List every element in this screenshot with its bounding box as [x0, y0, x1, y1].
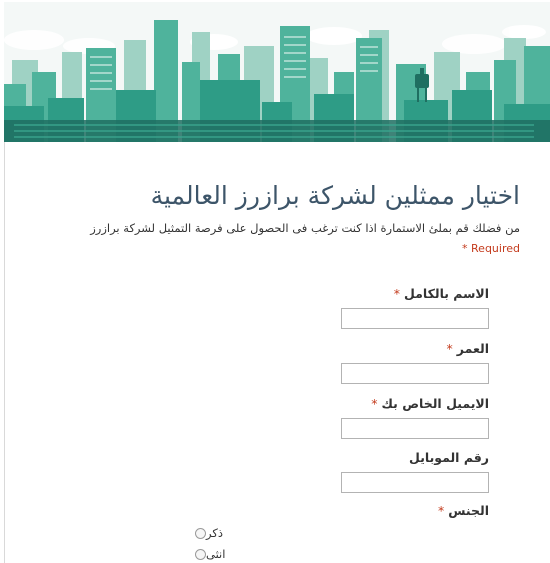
form-card-border — [4, 142, 5, 563]
form-title: اختيار ممثلين لشركة برازرز العالمية — [150, 181, 520, 210]
mobile-label: رقم الموبايل — [409, 450, 489, 465]
question-age — [189, 340, 489, 384]
question-full-name — [189, 285, 489, 329]
required-note: * Required — [462, 242, 520, 255]
gender-option-female[interactable] — [189, 546, 489, 562]
full-name-label: الاسم بالكامل* — [393, 286, 489, 301]
form-description: من فضلك قم بملئ الاستمارة اذا كنت ترغب فى الحصول على فرصة التمثيل لشركة برازرز — [90, 221, 520, 235]
age-input[interactable] — [341, 363, 489, 384]
question-email — [189, 395, 489, 439]
gender-option-label: انثى — [206, 547, 226, 561]
full-name-input[interactable] — [341, 308, 489, 329]
email-input[interactable] — [341, 418, 489, 439]
radio-button[interactable] — [195, 528, 206, 539]
radio-button[interactable] — [195, 549, 206, 560]
email-label: الايميل الخاص بك* — [371, 396, 489, 411]
required-asterisk: * — [446, 341, 453, 356]
gender-option-label: ذكر — [206, 526, 223, 540]
header-banner — [4, 2, 550, 142]
question-mobile — [189, 449, 489, 493]
gender-label: الجنس* — [437, 503, 489, 518]
age-label: العمر* — [446, 341, 489, 356]
question-gender — [189, 502, 489, 562]
required-asterisk: * — [437, 503, 445, 518]
required-asterisk: * — [371, 396, 378, 411]
mobile-input[interactable] — [341, 472, 489, 493]
gender-option-male[interactable] — [189, 525, 489, 541]
required-asterisk: * — [393, 286, 401, 301]
city-skyline-illustration — [4, 2, 550, 142]
